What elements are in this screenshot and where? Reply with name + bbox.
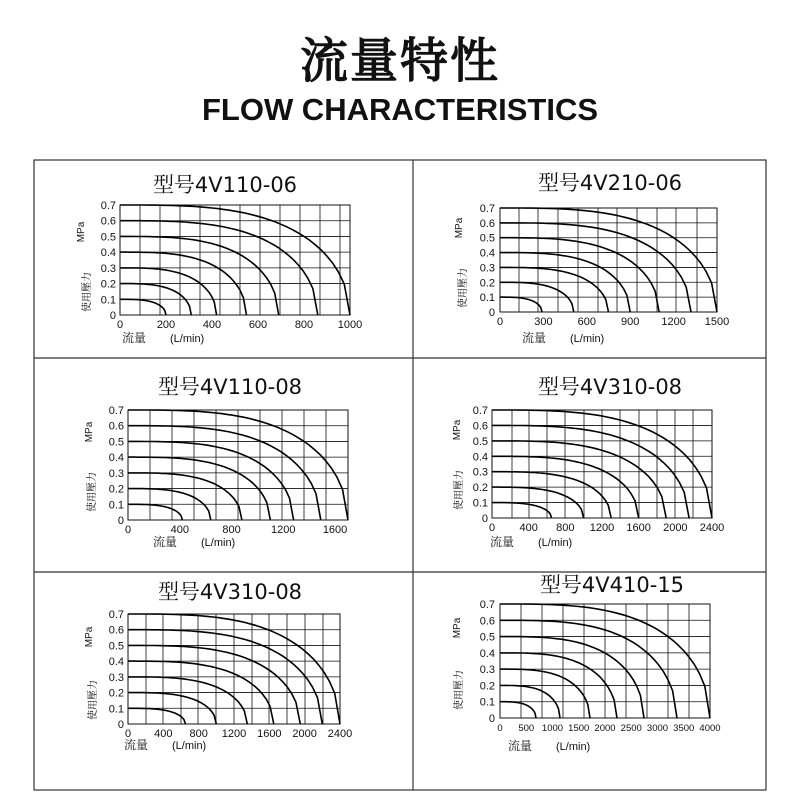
y-tick-label: 0.2 — [108, 483, 124, 496]
y-tick-label: 0.6 — [479, 217, 495, 230]
x-tick-label: 0 — [497, 723, 503, 734]
y-axis-unit: MPa — [454, 217, 465, 239]
x-tick-label: 600 — [577, 316, 596, 328]
x-tick-label: 0 — [124, 728, 132, 740]
x-tick-label: 0 — [496, 316, 504, 328]
x-tick-label: 2000 — [663, 522, 688, 534]
y-tick-label: 0.2 — [108, 687, 124, 700]
chart-title: 型号4V410-15 — [539, 573, 685, 597]
x-tick-label: 3000 — [646, 723, 669, 734]
panel-frame — [34, 160, 766, 790]
chart-5 — [84, 580, 352, 752]
x-axis-unit: (L/min) — [570, 333, 605, 345]
flow-curve-0-3 — [500, 267, 609, 312]
x-tick-label: 900 — [621, 316, 640, 328]
flow-curve-0-5 — [120, 236, 279, 315]
y-tick-label: 0.3 — [100, 262, 116, 275]
y-tick-label: 0.4 — [472, 451, 488, 464]
x-tick-label: 1600 — [257, 728, 282, 740]
x-axis-unit: (L/min) — [538, 537, 573, 549]
chart-title: 型号4V110-08 — [157, 375, 303, 399]
x-tick-label: 2000 — [292, 728, 317, 740]
y-tick-label: 0.2 — [472, 482, 488, 495]
x-axis-unit: (L/min) — [170, 333, 205, 345]
x-axis-label: 流量 — [490, 535, 515, 549]
x-axis-label: 流量 — [122, 331, 147, 345]
x-tick-label: 400 — [519, 522, 538, 534]
y-tick-label: 0.4 — [100, 247, 116, 260]
chart-1 — [76, 173, 362, 345]
x-tick-label: 300 — [534, 316, 553, 328]
x-tick-label: 1200 — [271, 524, 296, 536]
chart-title: 型号4V310-08 — [157, 580, 303, 604]
x-tick-label: 1200 — [589, 522, 615, 534]
y-tick-label: 0 — [117, 515, 124, 527]
x-tick-label: 4000 — [699, 723, 721, 734]
flow-curve-0-1 — [128, 708, 185, 724]
y-axis-label: 使用壓力 — [458, 268, 469, 308]
x-tick-label: 800 — [294, 319, 314, 331]
y-tick-label: 0.4 — [108, 452, 124, 465]
y-tick-label: 0.4 — [479, 647, 495, 660]
x-axis-unit: (L/min) — [172, 740, 207, 752]
x-axis-label: 流量 — [508, 739, 533, 753]
y-tick-label: 0.7 — [479, 203, 495, 215]
flow-curve-0-1 — [500, 702, 536, 718]
y-axis-label: 使用壓力 — [82, 272, 93, 312]
x-tick-label: 400 — [170, 524, 189, 536]
y-tick-label: 0.7 — [472, 405, 488, 417]
flow-curve-0-5 — [128, 645, 300, 724]
y-tick-label: 0.7 — [108, 609, 124, 621]
x-tick-label: 800 — [222, 524, 241, 536]
y-axis-label: 使用壓力 — [454, 670, 465, 710]
x-tick-label: 2500 — [620, 723, 642, 734]
x-tick-label: 600 — [248, 319, 268, 331]
x-axis-unit: (L/min) — [556, 741, 591, 753]
y-axis-unit: MPa — [84, 626, 95, 648]
x-tick-label: 800 — [556, 522, 575, 534]
chart-curves — [120, 205, 350, 315]
y-tick-label: 0.5 — [479, 631, 495, 644]
chart-2 — [454, 171, 729, 345]
chart-title: 型号4V310-08 — [537, 375, 683, 399]
chart-title: 型号4V110-06 — [152, 173, 298, 197]
y-tick-label: 0 — [109, 310, 116, 322]
x-tick-label: 2400 — [699, 522, 725, 534]
chart-3 — [84, 375, 348, 549]
y-tick-label: 0.6 — [100, 215, 116, 228]
y-tick-label: 0.4 — [108, 656, 124, 669]
y-tick-label: 0 — [117, 719, 124, 731]
x-tick-label: 500 — [518, 723, 535, 734]
y-tick-label: 0.5 — [479, 232, 495, 245]
x-tick-label: 3500 — [673, 723, 695, 734]
y-tick-label: 0.1 — [472, 497, 488, 510]
x-tick-label: 1500 — [568, 723, 590, 734]
x-tick-label: 400 — [202, 319, 222, 331]
x-tick-label: 800 — [189, 728, 208, 740]
flow-curve-0-1 — [128, 504, 182, 520]
y-tick-label: 0 — [488, 713, 495, 725]
flow-curve-0-1 — [492, 503, 552, 518]
y-tick-label: 0.1 — [108, 703, 124, 716]
y-tick-label: 0.2 — [479, 680, 495, 693]
x-tick-label: 0 — [124, 524, 132, 536]
panel-grid — [34, 160, 766, 790]
x-tick-label: 1500 — [704, 316, 730, 328]
y-tick-label: 0.2 — [479, 277, 495, 290]
x-tick-label: 1200 — [661, 316, 686, 328]
x-tick-label: 1000 — [337, 319, 363, 331]
y-tick-label: 0.1 — [108, 499, 124, 512]
y-tick-label: 0.6 — [479, 615, 495, 628]
y-axis-unit: MPa — [452, 617, 463, 639]
chart-6 — [452, 573, 721, 753]
x-tick-label: 400 — [154, 728, 173, 740]
y-tick-label: 0.6 — [108, 624, 124, 637]
flow-curve-0-3 — [120, 268, 217, 315]
flow-curve-0-3 — [492, 472, 611, 518]
y-tick-label: 0.3 — [479, 262, 495, 275]
chart-4 — [452, 375, 724, 549]
y-axis-label: 使用壓力 — [88, 680, 99, 720]
y-axis-unit: MPa — [84, 421, 95, 443]
flow-curve-0-1 — [120, 299, 166, 315]
y-tick-label: 0.4 — [479, 247, 495, 260]
y-tick-label: 0.3 — [479, 664, 495, 677]
y-tick-label: 0.5 — [472, 435, 488, 448]
page-title-zh: 流量特性 — [299, 33, 500, 89]
y-tick-label: 0.3 — [108, 467, 124, 480]
x-axis-label: 流量 — [124, 738, 149, 752]
y-tick-label: 0.5 — [108, 436, 124, 449]
y-axis-unit: MPa — [76, 221, 87, 243]
y-tick-label: 0.5 — [108, 640, 124, 653]
y-tick-label: 0.3 — [108, 671, 124, 684]
x-axis-unit: (L/min) — [201, 537, 236, 549]
x-tick-label: 2000 — [594, 723, 616, 734]
x-tick-label: 0 — [488, 522, 496, 534]
y-tick-label: 0.6 — [108, 420, 124, 433]
y-tick-label: 0.3 — [472, 466, 488, 479]
y-tick-label: 0 — [481, 513, 488, 525]
flow-curve-0-5 — [500, 637, 644, 718]
x-tick-label: 2400 — [327, 728, 353, 740]
flow-curve-0-1 — [500, 297, 542, 312]
page-title-en: FLOW CHARACTERISTICS — [201, 92, 599, 127]
chart-title: 型号4V210-06 — [537, 171, 683, 195]
x-tick-label: 200 — [156, 319, 176, 331]
y-tick-label: 0.7 — [479, 599, 495, 611]
y-axis-label: 使用壓力 — [87, 472, 98, 512]
flow-curve-0-5 — [500, 238, 659, 312]
x-axis-label: 流量 — [153, 535, 178, 549]
y-axis-unit: MPa — [452, 419, 463, 441]
flow-curve-0-3 — [128, 473, 242, 520]
y-tick-label: 0.1 — [479, 292, 495, 305]
y-axis-label: 使用壓力 — [454, 470, 465, 510]
y-tick-label: 0.7 — [108, 405, 124, 417]
x-tick-label: 0 — [116, 319, 124, 331]
y-tick-label: 0.1 — [100, 294, 116, 307]
y-tick-label: 0.6 — [472, 420, 488, 433]
y-tick-label: 0.1 — [479, 696, 495, 709]
y-tick-label: 0.2 — [100, 278, 116, 291]
x-tick-label: 1600 — [626, 522, 651, 534]
y-tick-label: 0.7 — [100, 200, 116, 212]
y-tick-label: 0 — [488, 307, 495, 319]
chart-curves — [500, 208, 717, 312]
x-tick-label: 1600 — [322, 524, 348, 536]
x-tick-label: 1200 — [221, 728, 247, 740]
x-axis-label: 流量 — [522, 331, 547, 345]
y-tick-label: 0.5 — [100, 231, 116, 244]
x-tick-label: 1000 — [541, 723, 564, 734]
